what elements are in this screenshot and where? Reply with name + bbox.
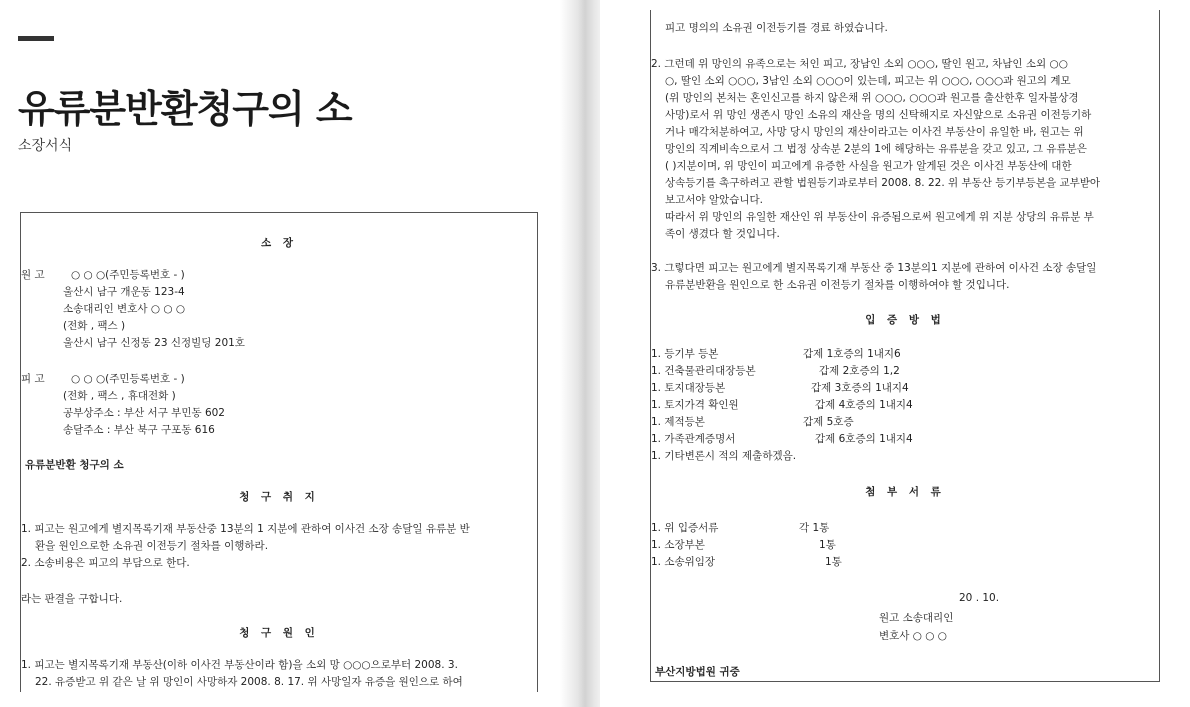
evidence-item-ref: 갑제 5호증 (803, 416, 854, 428)
plaintiff-line: 울산시 남구 신정동 23 신정빌딩 201호 (63, 337, 245, 349)
defendant-line: 송달주소 : 부산 북구 구포동 616 (63, 424, 215, 436)
defendant-line: 공부상주소 : 부산 서구 부민동 602 (63, 407, 225, 419)
signer-name: 변호사 ○ ○ ○ (879, 630, 947, 642)
document-date: 20 . 10. (959, 592, 1000, 604)
evidence-item-ref: 갑제 4호증의 1내지4 (815, 399, 913, 411)
left-page (0, 0, 570, 707)
judgment-request: 라는 판결을 구합니다. (21, 593, 123, 605)
page-title: 유류분반환청구의 소 (18, 87, 352, 131)
case-name: 유류분반환 청구의 소 (25, 459, 124, 471)
para2-line: ( )지분이며, 위 망인이 피고에게 유증한 사실을 원고가 알게된 것은 이사건 부동산에 대한 (665, 160, 1072, 172)
evidence-item-last: 1. 기타변론시 적의 제출하겠음. (651, 450, 797, 462)
doc-title: 소 장 (261, 237, 297, 249)
attachments-title: 첨 부 서 류 (865, 486, 945, 498)
evidence-item-name: 1. 가족관계증명서 (651, 433, 736, 445)
claim-cause-line: 22. 유증받고 위 같은 날 위 망인이 사망하자 2008. 8. 17. 위 사망일자 유증을 원인으로 하여 (35, 676, 463, 688)
attachment-count: 각 1통 (799, 522, 830, 534)
para2-line: 따라서 위 망인의 유일한 재산인 위 부동산이 유증됨으로써 원고에게 위 지분 상당의 유류분 부 (665, 211, 1094, 223)
para2-line: 거나 매각처분하여고, 사망 당시 망인의 재산이라고는 이사건 부동산이 유일한 바, 원고는 위 (665, 126, 1084, 138)
claim-purpose-line: 환을 원인으로한 소유권 이전등기 절차를 이행하라. (35, 540, 269, 552)
para2-line: (위 망인의 본처는 혼인신고를 하지 않은채 위 ○○○, ○○○과 원고를 출산한후 일자불상경 (665, 92, 1079, 104)
continued-line: 피고 명의의 소유권 이전등기를 경료 하였습니다. (665, 22, 888, 34)
evidence-item-ref: 갑제 1호증의 1내지6 (803, 348, 901, 360)
document-page-2 (650, 10, 1160, 682)
evidence-item-ref: 갑제 2호증의 1,2 (819, 365, 900, 377)
para2-line: 2. 그런데 위 망인의 유족으로는 처인 피고, 장남인 소외 ○○○, 딸인 원고, 차남인 소외 ○○ (651, 58, 1068, 70)
claim-cause-title: 청 구 원 인 (239, 627, 319, 639)
signer-role: 원고 소송대리인 (879, 612, 954, 624)
para2-line: 보고서야 알았습니다. (665, 194, 763, 206)
document-page-1 (20, 212, 538, 692)
attachment-count: 1통 (819, 539, 836, 551)
court-addressee: 부산지방법원 귀중 (655, 666, 740, 678)
attachment-name: 1. 소장부본 (651, 539, 705, 551)
plaintiff-label: 원 고 (21, 269, 45, 281)
claim-purpose-line: 2. 소송비용은 피고의 부담으로 한다. (21, 557, 190, 569)
claim-cause-line: 1. 피고는 별지목록기재 부동산(이하 이사건 부동산이라 함)을 소외 망 ○○○으로부터 2008. 3. (21, 659, 458, 671)
evidence-title: 입 증 방 법 (865, 314, 945, 326)
defendant-line: (전화 , 팩스 , 휴대전화 ) (63, 390, 176, 402)
evidence-item-name: 1. 제적등본 (651, 416, 705, 428)
evidence-item-name: 1. 등기부 등본 (651, 348, 719, 360)
claim-purpose-line: 1. 피고는 원고에게 별지목록기재 부동산중 13분의 1 지분에 관하여 이사건 소장 송달일 유류분 반 (21, 523, 470, 535)
defendant-line: ○ ○ ○(주민등록번호 - ) (71, 373, 185, 385)
para2-line: 사망)로서 위 망인 생존시 망인 소유의 재산을 명의 신탁해지로 자신앞으로 소유권 이전등기하 (665, 109, 1092, 121)
plaintiff-line: 소송대리인 변호사 ○ ○ ○ (63, 303, 185, 315)
defendant-label: 피 고 (21, 373, 45, 385)
para2-line: ○, 딸인 소외 ○○○, 3남인 소외 ○○○이 있는데, 피고는 위 ○○○, ○○○과 원고의 계모 (665, 75, 1071, 87)
heading-accent-bar (18, 36, 54, 41)
evidence-item-ref: 갑제 3호증의 1내지4 (811, 382, 909, 394)
plaintiff-line: 울산시 남구 개운동 123-4 (63, 286, 185, 298)
para2-line: 상속등기를 촉구하려고 관할 법원등기과로부터 2008. 8. 22. 위 부동산 등기부등본을 교부받아 (665, 177, 1101, 189)
evidence-item-name: 1. 토지가격 확인원 (651, 399, 739, 411)
claim-purpose-title: 청 구 취 지 (239, 491, 319, 503)
attachment-name: 1. 소송위임장 (651, 556, 716, 568)
evidence-item-name: 1. 건축물관리대장등본 (651, 365, 756, 377)
plaintiff-line: ○ ○ ○(주민등록번호 - ) (71, 269, 185, 281)
attachment-name: 1. 위 입증서류 (651, 522, 719, 534)
evidence-item-ref: 갑제 6호증의 1내지4 (815, 433, 913, 445)
para3-line: 3. 그렇다면 피고는 원고에게 별지목록기재 부동산 중 13분의1 지분에 관하여 이사건 소장 송달일 (651, 262, 1097, 274)
plaintiff-line: (전화 , 팩스 ) (63, 320, 126, 332)
evidence-item-name: 1. 토지대장등본 (651, 382, 726, 394)
para3-line: 유류분반환을 원인으로 한 소유권 이전등기 절차를 이행하여야 할 것입니다. (665, 279, 1010, 291)
para2-line: 족이 생겼다 할 것입니다. (665, 228, 780, 240)
page-subtitle: 소장서식 (18, 138, 73, 154)
para2-line: 망인의 직계비속으로서 그 법정 상속분 2분의 1에 해당하는 유류분을 갖고 있고, 그 유류분은 (665, 143, 1087, 155)
attachment-count: 1통 (825, 556, 842, 568)
